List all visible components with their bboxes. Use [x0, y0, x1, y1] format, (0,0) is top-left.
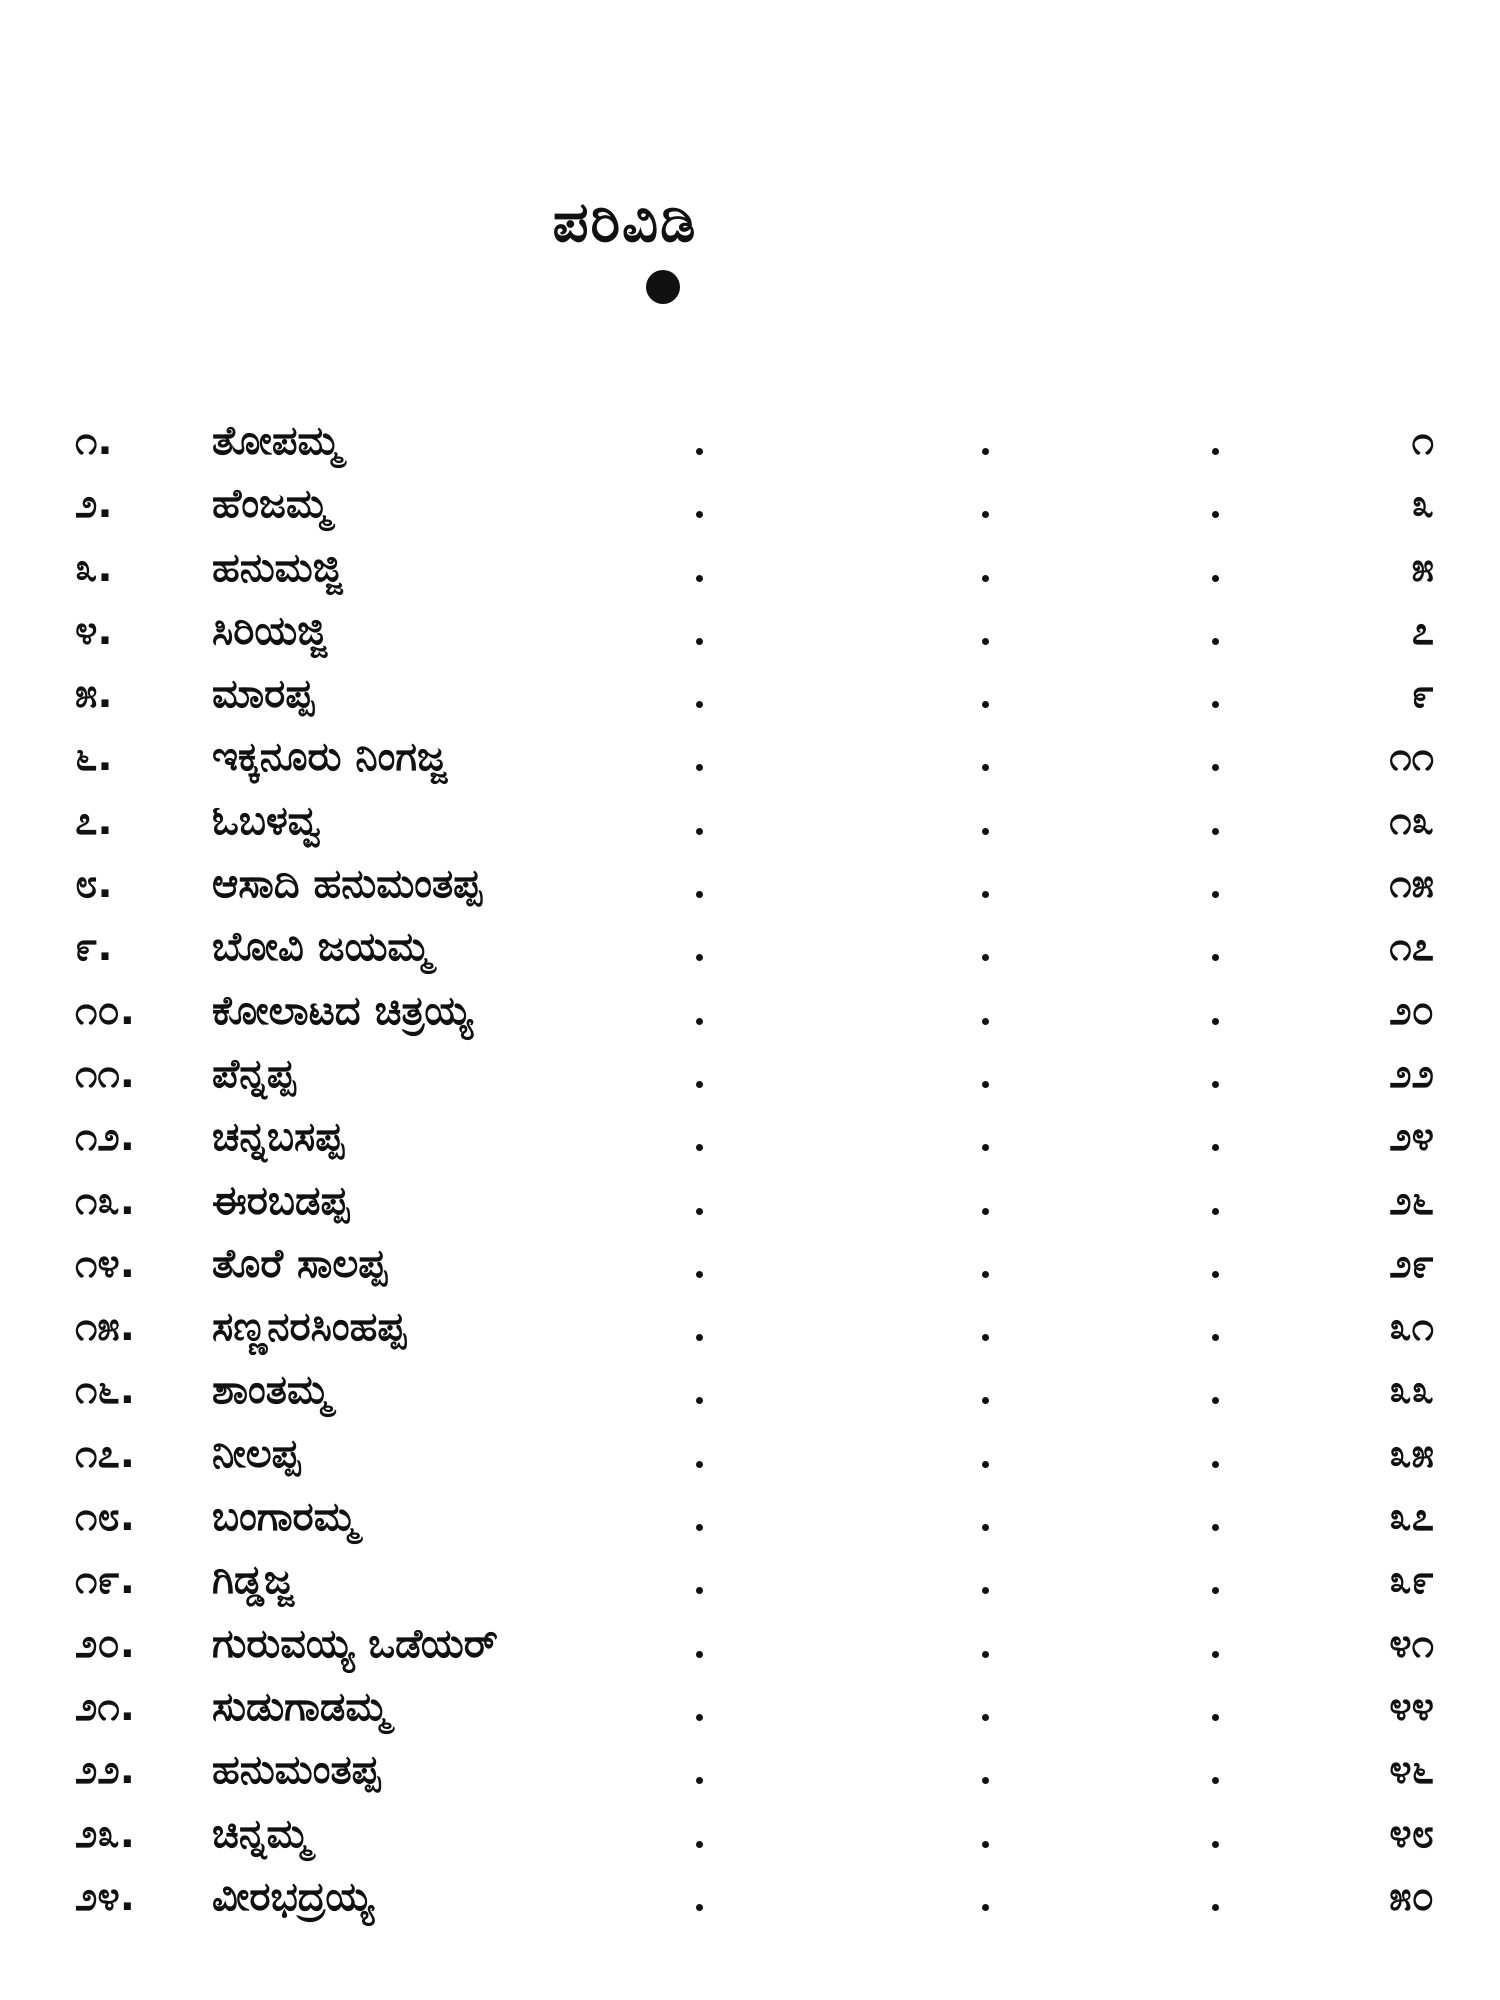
entry-number: ೧೬.: [75, 1367, 135, 1414]
entry-page-number: ೨೬: [1389, 1177, 1434, 1224]
entry-title: ಚನ್ನಬಸಪ್ಪ: [212, 1114, 344, 1161]
entry-title: ಓಬಳವ್ವ: [212, 797, 321, 844]
toc-entry: [0, 1621, 1500, 1684]
leader-dot: [696, 1841, 703, 1848]
entry-page-number: ೪೮: [1389, 1810, 1434, 1857]
leader-dot: [1212, 448, 1219, 455]
leader-dot: [982, 448, 989, 455]
entry-title: ಸುಡುಗಾಡಮ್ಮ: [212, 1683, 389, 1730]
toc-entry: [0, 1747, 1500, 1810]
entry-number: ೪.: [75, 607, 113, 654]
leader-dot: [1212, 1714, 1219, 1721]
toc-entry: [0, 671, 1500, 734]
leader-dot: [982, 1397, 989, 1404]
leader-dot: [982, 638, 989, 645]
entry-number: ೧೮.: [75, 1494, 135, 1541]
leader-dot: [696, 891, 703, 898]
toc-entry: [0, 1494, 1500, 1557]
entry-page-number: ೫೦: [1389, 1873, 1434, 1920]
entry-page-number: ೨೯: [1389, 1240, 1434, 1287]
entry-number: ೧೦.: [75, 987, 135, 1034]
leader-dot: [982, 1714, 989, 1721]
leader-dot: [982, 1271, 989, 1278]
toc-entry: [0, 418, 1500, 481]
entry-title: ಬಂಗಾರಮ್ಮ: [212, 1494, 358, 1541]
entry-number: ೯.: [75, 924, 113, 971]
entry-title: ಬೋವಿ ಜಯಮ್ಮ: [212, 924, 431, 971]
entry-page-number: ೩: [1411, 481, 1434, 528]
toc-entry: [0, 1874, 1500, 1937]
leader-dot: [1212, 1144, 1219, 1151]
leader-dot: [696, 1461, 703, 1468]
entry-page-number: ೯: [1411, 671, 1434, 718]
leader-dot: [1212, 1018, 1219, 1025]
entry-title: ಗುರುವಯ್ಯ ಒಡೆಯರ್: [212, 1620, 498, 1667]
toc-entry: [0, 924, 1500, 987]
entry-title: ವೀರಭದ್ರಯ್ಯ: [212, 1873, 374, 1920]
leader-dot: [1212, 575, 1219, 582]
toc-entry: [0, 1241, 1500, 1304]
leader-dot: [696, 575, 703, 582]
leader-dot: [1212, 511, 1219, 518]
leader-dot: [1212, 891, 1219, 898]
entry-page-number: ೨೨: [1389, 1050, 1434, 1097]
entry-page-number: ೧: [1411, 418, 1434, 464]
toc-entry: [0, 1178, 1500, 1241]
leader-dot: [982, 891, 989, 898]
entry-page-number: ೭: [1411, 607, 1434, 654]
toc-entry: [0, 1304, 1500, 1367]
leader-dot: [696, 701, 703, 708]
leader-dot: [982, 764, 989, 771]
toc-entry: [0, 1431, 1500, 1494]
leader-dot: [1212, 1651, 1219, 1658]
toc-entry: [0, 734, 1500, 797]
entry-number: ೨೦.: [75, 1620, 135, 1667]
toc-entry: [0, 1367, 1500, 1430]
entry-title: ಸಿರಿಯಜ್ಜಿ: [212, 607, 327, 654]
leader-dot: [1212, 1271, 1219, 1278]
leader-dot: [696, 511, 703, 518]
table-of-contents: [0, 418, 1500, 1937]
leader-dot: [696, 638, 703, 645]
entry-title: ಆಸಾದಿ ಹನುಮಂತಪ್ಪ: [212, 861, 482, 908]
entry-page-number: ೫: [1411, 544, 1434, 591]
leader-dot: [696, 1208, 703, 1215]
leader-dot: [696, 1777, 703, 1784]
leader-dot: [696, 1524, 703, 1531]
entry-page-number: ೧೧: [1389, 734, 1434, 781]
entry-title: ಈರಬಡಪ್ಪ: [212, 1177, 350, 1224]
leader-dot: [1212, 1841, 1219, 1848]
entry-title: ಇಕ್ಕನೂರು ನಿಂಗಜ್ಜ: [212, 734, 447, 781]
leader-dot: [982, 1651, 989, 1658]
entry-page-number: ೧೫: [1389, 861, 1434, 908]
leader-dot: [696, 1334, 703, 1341]
leader-dot: [696, 828, 703, 835]
entry-title: ಚಿನ್ನಮ್ಮ: [212, 1810, 310, 1857]
entry-title: ಹೆಂಜಮ್ಮ: [212, 481, 330, 528]
toc-entry: [0, 988, 1500, 1051]
entry-title: ತೊರೆ ಸಾಲಪ್ಪ: [212, 1240, 388, 1287]
entry-page-number: ೪೧: [1389, 1620, 1434, 1667]
entry-title: ಹನುಮಜ್ಜಿ: [212, 544, 343, 591]
leader-dot: [982, 1144, 989, 1151]
leader-dot: [1212, 1904, 1219, 1911]
leader-dot: [1212, 764, 1219, 771]
leader-dot: [1212, 828, 1219, 835]
leader-dot: [696, 1081, 703, 1088]
leader-dot: [1212, 1334, 1219, 1341]
entry-number: ೧೩.: [75, 1177, 135, 1224]
toc-entry: [0, 798, 1500, 861]
leader-dot: [696, 1587, 703, 1594]
entry-page-number: ೩೩: [1389, 1367, 1434, 1414]
entry-number: ೧೫.: [75, 1304, 135, 1351]
entry-title: ಕೋಲಾಟದ ಚಿತ್ರಯ್ಯ: [212, 987, 473, 1034]
leader-dot: [982, 954, 989, 961]
entry-page-number: ೧೩: [1389, 797, 1434, 844]
page-title: ಪರಿವಿಡಿ: [552, 190, 698, 255]
leader-dot: [696, 1271, 703, 1278]
entry-title: ಹನುಮಂತಪ್ಪ: [212, 1747, 381, 1794]
leader-dot: [696, 1144, 703, 1151]
leader-dot: [696, 954, 703, 961]
entry-number: ೧೯.: [75, 1557, 135, 1604]
entry-number: ೨೨.: [75, 1747, 135, 1794]
entry-number: ೨.: [75, 481, 113, 528]
entry-number: ೨೪.: [75, 1873, 135, 1920]
entry-number: ೧.: [75, 418, 113, 464]
entry-number: ೮.: [75, 861, 113, 908]
entry-page-number: ೧೭: [1389, 924, 1434, 971]
leader-dot: [982, 701, 989, 708]
leader-dot: [982, 1081, 989, 1088]
entry-page-number: ೩೯: [1389, 1557, 1434, 1604]
leader-dot: [696, 1397, 703, 1404]
leader-dot: [1212, 1081, 1219, 1088]
entry-number: ೬.: [75, 734, 113, 781]
leader-dot: [982, 1841, 989, 1848]
leader-dot: [1212, 1397, 1219, 1404]
entry-title: ಸಣ್ಣನರಸಿಂಹಪ್ಪ: [212, 1304, 407, 1351]
leader-dot: [1212, 1524, 1219, 1531]
toc-entry: [0, 861, 1500, 924]
entry-number: ೧೪.: [75, 1240, 135, 1287]
leader-dot: [696, 764, 703, 771]
leader-dot: [982, 575, 989, 582]
leader-dot: [982, 1777, 989, 1784]
entry-title: ಶಾಂತಮ್ಮ: [212, 1367, 331, 1414]
entry-page-number: ೩೧: [1389, 1304, 1434, 1351]
leader-dot: [982, 828, 989, 835]
leader-dot: [696, 1018, 703, 1025]
leader-dot: [1212, 1587, 1219, 1594]
toc-entry: [0, 1114, 1500, 1177]
title-bullet-icon: [646, 270, 680, 304]
leader-dot: [1212, 638, 1219, 645]
leader-dot: [696, 448, 703, 455]
leader-dot: [696, 1904, 703, 1911]
entry-number: ೭.: [75, 797, 113, 844]
entry-number: ೫.: [75, 671, 113, 718]
toc-entry: [0, 608, 1500, 671]
toc-entry: [0, 1684, 1500, 1747]
entry-title: ಗಿಡ್ಡಜ್ಜ: [212, 1557, 294, 1604]
leader-dot: [1212, 1208, 1219, 1215]
toc-entry: [0, 1811, 1500, 1874]
entry-page-number: ೩೭: [1389, 1494, 1434, 1541]
leader-dot: [1212, 701, 1219, 708]
leader-dot: [982, 1587, 989, 1594]
entry-page-number: ೩೫: [1389, 1430, 1434, 1477]
entry-number: ೧೭.: [75, 1430, 135, 1477]
leader-dot: [982, 1904, 989, 1911]
leader-dot: [1212, 954, 1219, 961]
entry-number: ೧೨.: [75, 1114, 135, 1161]
leader-dot: [982, 1334, 989, 1341]
leader-dot: [1212, 1461, 1219, 1468]
entry-page-number: ೪೪: [1389, 1683, 1434, 1730]
toc-entry: [0, 545, 1500, 608]
leader-dot: [982, 511, 989, 518]
entry-title: ತೋಪಮ್ಮ: [212, 418, 341, 464]
leader-dot: [696, 1651, 703, 1658]
entry-number: ೨೩.: [75, 1810, 135, 1857]
entry-page-number: ೨೦: [1389, 987, 1434, 1034]
leader-dot: [696, 1714, 703, 1721]
entry-number: ೩.: [75, 544, 113, 591]
entry-title: ಮಾರಪ್ಪ: [212, 671, 315, 718]
toc-entry: [0, 1051, 1500, 1114]
leader-dot: [982, 1461, 989, 1468]
entry-title: ಪೆನ್ನಪ್ಪ: [212, 1050, 296, 1097]
leader-dot: [982, 1524, 989, 1531]
leader-dot: [982, 1208, 989, 1215]
toc-entry: [0, 481, 1500, 544]
entry-title: ನೀಲಪ್ಪ: [212, 1430, 301, 1477]
entry-page-number: ೨೪: [1389, 1114, 1434, 1161]
toc-entry: [0, 1557, 1500, 1620]
leader-dot: [982, 1018, 989, 1025]
entry-number: ೨೧.: [75, 1683, 135, 1730]
entry-page-number: ೪೬: [1389, 1747, 1434, 1794]
entry-number: ೧೧.: [75, 1050, 135, 1097]
leader-dot: [1212, 1777, 1219, 1784]
